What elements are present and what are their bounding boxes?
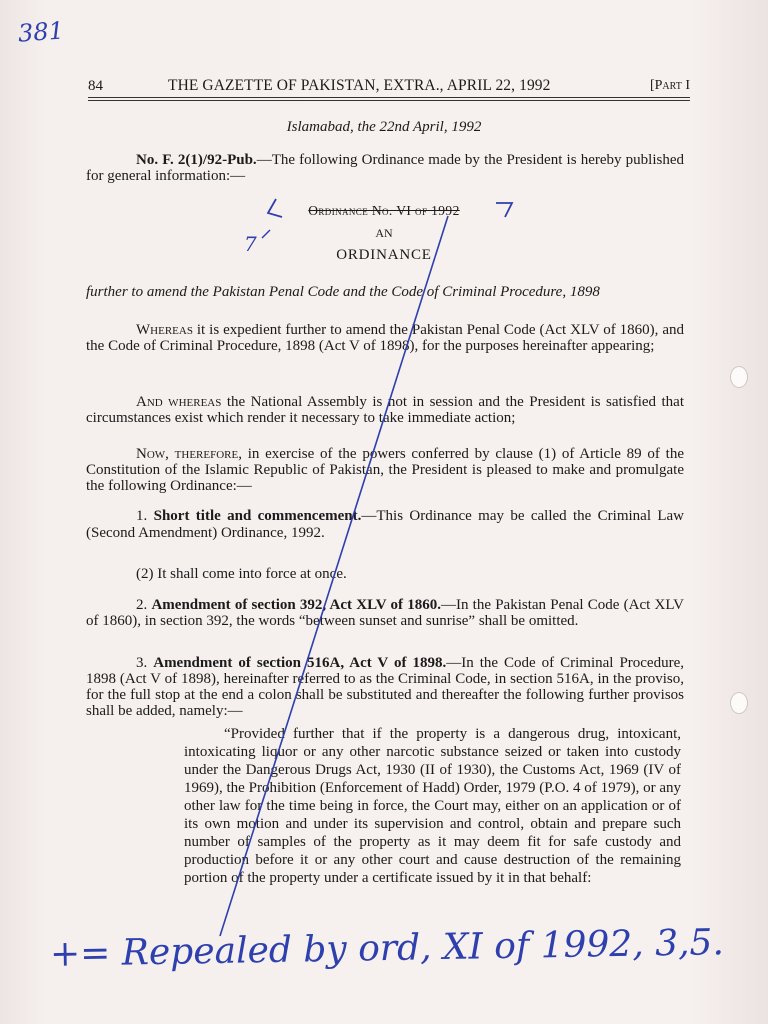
notification-text: —The following Ordinance made by the President is hereby published for general information:—	[86, 152, 684, 184]
ordinance-subtitle: further to amend the Pakistan Penal Code and the Code of Criminal Procedure, 1898	[86, 284, 600, 300]
section-2-heading: Amendment of section 392, Act XLV of 1860.	[151, 597, 441, 613]
diagonal-strike-line	[220, 216, 448, 936]
ordinance-number-text: Ordinance No. VI of 1992	[308, 203, 460, 218]
section-1-sub-text: (2) It shall come into force at once.	[136, 566, 347, 582]
close-bracket-mark	[496, 203, 512, 217]
bracket-tick-mark	[262, 230, 270, 238]
section-2-number: 2.	[136, 597, 148, 613]
and-whereas-lead: And whereas	[136, 394, 222, 410]
handwritten-repeal-note: += Repealed by ord, XI of 1992, 3,5.	[49, 922, 725, 975]
page-number: 84	[88, 78, 103, 94]
whereas-text: it is expedient further to amend the Pakistan Penal Code (Act XLV of 1860), and the Code of Criminal Procedure, 1898 (Act V of 1898), for the purposes hereinafter appearing;	[86, 322, 684, 354]
handwritten-page-number: 381	[17, 16, 65, 48]
ordinance-an: AN	[375, 226, 393, 240]
whereas-lead: Whereas	[136, 322, 193, 338]
notification-ref: No. F. 2(1)/92-Pub.	[136, 152, 257, 168]
punch-hole-bottom	[730, 692, 748, 714]
and-whereas-text: the National Assembly is not in session and the President is satisfied that circumstances exist which render it necessary to take immediate action;	[86, 394, 684, 426]
open-bracket-mark	[268, 199, 282, 217]
section-2-text: —In the Pakistan Penal Code (Act XLV of 1860), in section 392, the words “between sunset and sunrise” shall be omitted.	[86, 597, 684, 629]
section-3-number: 3.	[136, 655, 148, 671]
now-therefore-text: in exercise of the powers conferred by clause (1) of Article 89 of the Constitution of the Islamic Republic of Pakistan, the President is pleased to make and promulgate the following Ordinance:—	[86, 446, 684, 494]
place-date: Islamabad, the 22nd April, 1992	[286, 119, 482, 135]
punch-hole-top	[730, 366, 748, 388]
now-therefore-lead: Now, therefore,	[136, 446, 242, 462]
section-3-text: —In the Code of Criminal Procedure, 1898 (Act V of 1898), hereinafter referred to as the Criminal Code, in section 516A, in the proviso, for the full stop at the end a colon shall be substituted and thereafter the following further provisos shall be added, namely:—	[86, 655, 684, 719]
gazette-title: THE GAZETTE OF PAKISTAN, EXTRA., APRIL 22, 1992	[168, 77, 551, 94]
section-3-heading: Amendment of section 516A, Act V of 1898.	[153, 655, 447, 671]
section-1-heading: Short title and commencement.	[153, 508, 362, 524]
section-1-text: —This Ordinance may be called the Criminal Law (Second Amendment) Ordinance, 1992.	[86, 508, 685, 541]
part-label: [Part I	[649, 78, 690, 93]
handwritten-bracket-number: 7	[244, 232, 257, 256]
section-1-number: 1.	[136, 508, 148, 524]
proviso-text: “Provided further that if the property is a dangerous drug, intoxicant, intoxicating liquor or any other narcotic substance seized or taken into custody under the Dangerous Drugs Act, 1930 (II of 1930), the Customs Act, 1969 (IV of 1969), the Prohibition (Enforcement of Hadd) Order, 1979 (P.O. 4 of 1979), or any other law for the time being in force, the Court may, either on an application or of its own motion and under its supervision and control, obtain and prepare such number of samples of the property as it may deem fit for safe custody and production before it or any other court and cause destruction of the remaining portion of the property under a certificate issued by it in that behalf:	[184, 726, 681, 886]
ordinance-heading: ORDINANCE	[336, 247, 432, 263]
